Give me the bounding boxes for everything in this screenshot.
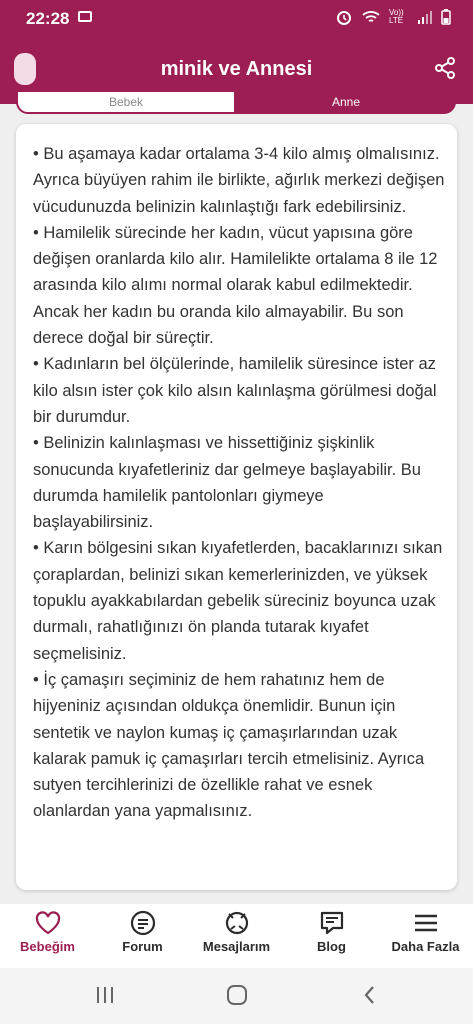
nav-label: Forum bbox=[122, 939, 163, 954]
heart-icon bbox=[34, 910, 62, 936]
nav-daha-fazla[interactable] bbox=[378, 910, 473, 954]
alarm-icon bbox=[335, 8, 353, 26]
forum-icon bbox=[129, 910, 157, 936]
nav-mesajlarim[interactable] bbox=[189, 910, 284, 954]
wifi-icon bbox=[361, 9, 381, 25]
menu-icon bbox=[412, 910, 440, 936]
tab-bar bbox=[16, 95, 457, 116]
tab-bebek[interactable]: Bebek bbox=[16, 90, 236, 114]
tab-anne[interactable]: Anne bbox=[236, 90, 456, 114]
content-paragraph: • Belinizin kalınlaşması ve hissettiğiniz şişkinlik sonucunda kıyafetleriniz dar gelmeye başlayabilir. Bu durumda hamilelik pantolonları giymeye başlayabilirsiniz. bbox=[33, 434, 421, 532]
signal-icon bbox=[417, 10, 433, 24]
nav-blog[interactable] bbox=[284, 910, 379, 954]
page-title: minik ve Annesi bbox=[160, 58, 313, 80]
content-paragraph: • Bu aşamaya kadar ortalama 3-4 kilo almış olmalısınız. Ayrıca büyüyen rahim ile birlikte, ağırlık merkezi değişen vücudunuzda belinizin kalınlaştığı fark edebilirsiniz. bbox=[33, 145, 445, 216]
content-paragraph: • İç çamaşırı seçiminiz de hem rahatınız hem de hijyeniniz açısından oldukça önemlidir. Bunun için sentetik ve naylon kumaş iç çamaşırlarından uzak kalarak pamuk iç çamaşırları tercih etmelisiniz. Ayrıca sutyen tercihlerinizi de özellikle rahat ve esnek olanlardan yana yapmalısınız. bbox=[33, 670, 425, 821]
nav-forum[interactable] bbox=[95, 910, 190, 954]
status-icons bbox=[335, 8, 451, 26]
back-icon[interactable] bbox=[360, 984, 380, 1006]
nav-label: Blog bbox=[317, 939, 346, 954]
blog-icon bbox=[318, 910, 346, 936]
recent-apps-icon[interactable] bbox=[95, 984, 115, 1006]
content-paragraph: • Karın bölgesini sıkan kıyafetlerden, bacaklarınızı sıkan çoraplardan, belinizi sıkan kemerlerinizden, ve yüksek topuklu ayakkabılardan gebelik süreciniz boyunca uzak durmalı, rahatlığınızı ön planda tutarak kıyafet seçmelisiniz. bbox=[33, 539, 443, 663]
share-icon[interactable] bbox=[433, 56, 457, 80]
content-paragraph: • Hamilelik sürecinde her kadın, vücut yapısına göre değişen oranlarda kilo alır. Hamilelikte ortalama 8 ile 12 arasında kilo alımı normal olarak kabul edilmektedir. Ancak her kadın bu oranda kilo almayabilir. Bu son derece doğal bir süreçtir. bbox=[33, 223, 438, 348]
network-label: Vo)) LTE bbox=[389, 8, 404, 25]
bottom-nav bbox=[0, 904, 473, 968]
status-time: 22:28 bbox=[26, 9, 70, 28]
nav-label: Bebeğim bbox=[20, 939, 75, 954]
system-nav-bar bbox=[0, 968, 473, 1024]
home-icon[interactable] bbox=[226, 984, 248, 1006]
battery-icon bbox=[441, 9, 451, 25]
nav-bebegim[interactable] bbox=[0, 910, 95, 954]
messages-icon bbox=[223, 910, 251, 936]
nav-label: Daha Fazla bbox=[391, 939, 460, 954]
nav-label: Mesajlarım bbox=[202, 939, 271, 954]
status-bar bbox=[0, 0, 473, 36]
content-paragraph: • Kadınların bel ölçülerinde, hamilelik süresince ister az kilo alsın ister çok kilo alsın kalınlaşma görülmesi doğal bir durumdur. bbox=[33, 355, 437, 426]
gallery-notification-icon bbox=[78, 11, 92, 22]
content-card bbox=[16, 124, 457, 890]
